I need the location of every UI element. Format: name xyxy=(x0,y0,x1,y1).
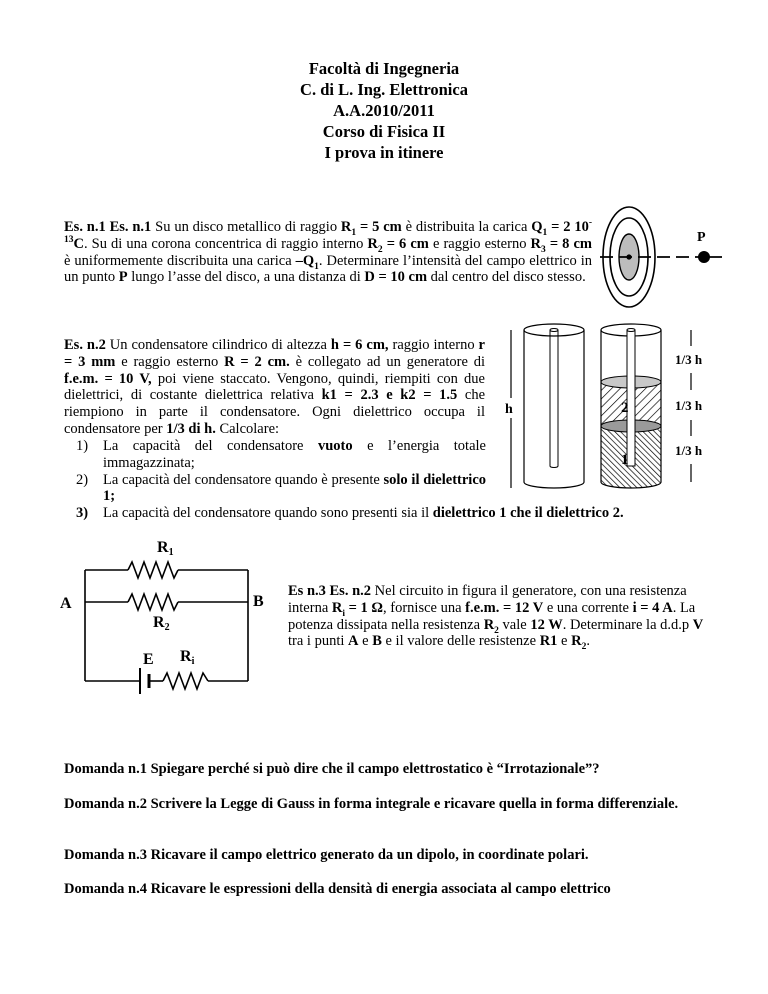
exercise-2-text: Es. n.2 Un condensatore cilindrico di altezza h = 6 cm, raggio interno r = 3 mm e raggio esterno R = 2 cm. è collegato ad un generatore di f.e.m. = 10 V, poi viene staccato. Vengono, quindi, riempiti con due dielettrici, di costante dielettrica relativa k1 = 2.3 e k2 = 1.5 che riempiono in parte il condensatore. Ogni dielettrico occupa il condensatore per 1/3 di h. Calcolare: xyxy=(64,337,486,437)
document-header xyxy=(0,58,768,163)
question-3: Domanda n.3 Ricavare il campo elettrico generato da un dipolo, in coordinate polari. xyxy=(64,847,589,863)
Ri-label: Ri xyxy=(180,648,195,667)
question-item: 3) La capacità del condensatore quando sono presenti sia il dielettrico 1 che il dielettrico 2. xyxy=(76,505,624,522)
question-4: Domanda n.4 Ricavare le espressioni della densità di energia associata al campo elettrico xyxy=(64,881,611,897)
node-B-label: B xyxy=(253,593,264,610)
filled-capacitor xyxy=(601,324,661,488)
empty-capacitor xyxy=(524,324,584,488)
disc-ring-figure xyxy=(600,198,730,308)
resistor-R1 xyxy=(85,562,248,578)
disc-center-dot xyxy=(626,254,631,259)
exam-title-line: I prova in itinere xyxy=(324,143,444,162)
third-label-top: 1/3 h xyxy=(675,352,703,367)
capacitor-figure xyxy=(495,318,725,498)
course-of-study-line: C. di L. Ing. Elettronica xyxy=(300,80,468,99)
question-1: Domanda n.1 Spiegare perché si può dire che il campo elettrostatico è “Irrotazionale”? xyxy=(64,761,600,777)
course-line: Corso di Fisica II xyxy=(322,122,446,141)
point-P-label: P xyxy=(697,230,706,245)
generator-branch xyxy=(85,668,248,694)
question-2: Domanda n.2 Scrivere la Legge di Gauss in forma integrale e ricavare quella in forma differenziale. xyxy=(64,796,679,812)
faculty-line: Facoltà di Ingegneria xyxy=(308,59,460,78)
question-item: 2) La capacità del condensatore quando è presente solo il dielettrico 1; xyxy=(76,471,486,505)
third-label-bottom: 1/3 h xyxy=(675,443,703,458)
R2-label: R2 xyxy=(153,614,170,633)
resistor-R2 xyxy=(85,594,248,610)
academic-year-line: A.A.2010/2011 xyxy=(333,101,435,120)
height-label-h: h xyxy=(505,402,513,417)
node-A-label: A xyxy=(60,595,72,612)
question-item: 1) La capacità del condensatore vuoto e l’energia totale immagazzinata; xyxy=(76,438,486,471)
dielectric-1-label: 1 xyxy=(621,452,629,468)
R1-label: R1 xyxy=(157,539,174,558)
dielectric-2-label: 2 xyxy=(621,400,629,416)
exercise-1-text: Es. n.1 Es. n.1 Su un disco metallico di raggio $R_1 = 5$ cm è distribuita la carica $Q_1 = 2$ $10^{-13}C$. Su di una corona concentrica di raggio interno $R_2 = 6$ cm e raggio esterno $R_3 = 8$ cm è uniformemente discribuita una carica $-Q_1$. Determinare l’intensità del campo elettrico in un punto P lungo l’asse del disco, a una distanza di D = 10 cm dal centro del disco stesso. xyxy=(64,218,592,286)
circuit-figure xyxy=(60,530,275,700)
exercise-3-text: Es n.3 Es. n.2 Nel circuito in figura il generatore, con una resistenza interna $R_i = 1$ Ω, fornisce una f.e.m. = 12 V e una corrente i = 4 A. La potenza dissipata nella resistenza $R_2$ vale 12 W. Determinare la d.d.p V tra i punti A e B e il valore delle resistenze R1 e $R_2$. xyxy=(288,583,704,653)
third-label-middle: 1/3 h xyxy=(675,398,703,413)
emf-E-label: E xyxy=(143,651,154,668)
